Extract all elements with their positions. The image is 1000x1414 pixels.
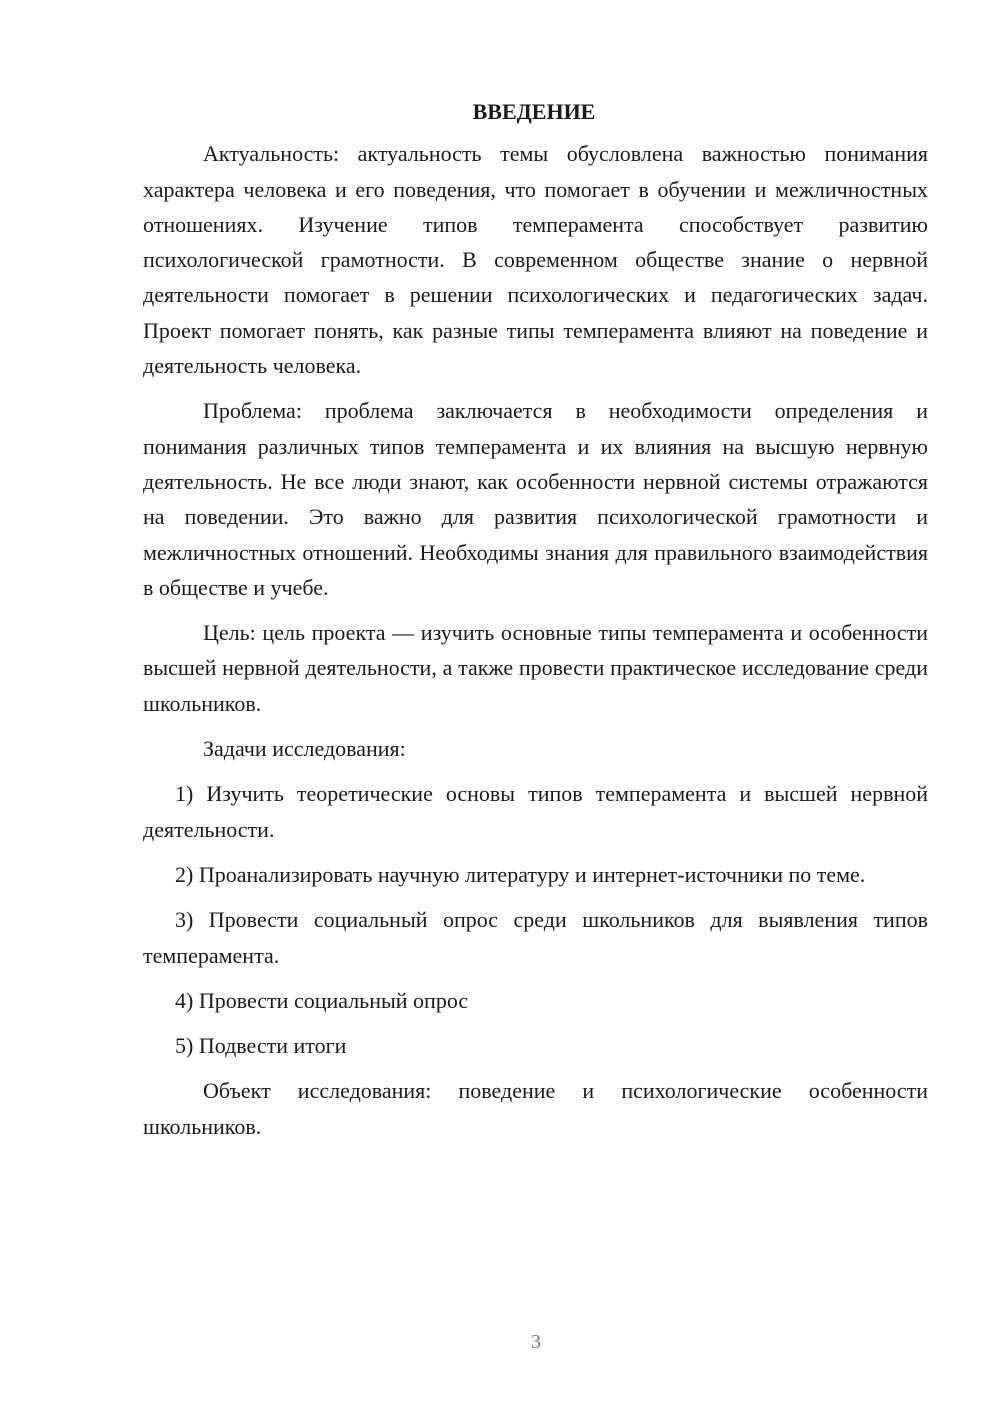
paragraph-problem: Проблема: проблема заключается в необходимости определения и понимания различных типов темперамента и их влияния на высшую нервную деятельность. Не все люди знают, как особенности нервной системы отражаются на поведении. Это важно для развития психологической грамотности и межличностных отношений. Необходимы знания для правильного взаимодействия в обществе и учебе. bbox=[143, 398, 928, 600]
task-item-1: 1) Изучить теоретические основы типов темперамента и высшей нервной деятельности. bbox=[143, 781, 928, 842]
section-heading: ВВЕДЕНИЕ bbox=[472, 99, 596, 124]
tasks-title: Задачи исследования: bbox=[203, 736, 406, 762]
paragraph-object: Объект исследования: поведение и психологические особенности школьников. bbox=[143, 1078, 928, 1139]
task-item-4: 4) Провести социальный опрос bbox=[175, 987, 469, 1013]
task-item-5: 5) Подвести итоги bbox=[175, 1033, 347, 1059]
paragraph-goal: Цель: цель проекта — изучить основные типы темперамента и особенности высшей нервной деятельности, а также провести практическое исследование среди школьников. bbox=[143, 620, 928, 716]
task-item-3: 3) Провести социальный опрос среди школьников для выявления типов темперамента. bbox=[143, 907, 928, 968]
page-number: 3 bbox=[531, 1331, 541, 1353]
task-item-2: 2) Проанализировать научную литературу и интернет-источники по теме. bbox=[175, 861, 866, 887]
page-content bbox=[143, 94, 928, 1154]
paragraph-relevance: Актуальность: актуальность темы обусловлена важностью понимания характера человека и его поведения, что помогает в обучении и межличностных отношениях. Изучение типов темперамента способствует развитию психологической грамотности. В современном обществе знание о нервной деятельности помогает в решении психологических и педагогических задач. Проект помогает понять, как разные типы темперамента влияют на поведение и деятельность человека. bbox=[143, 141, 928, 379]
